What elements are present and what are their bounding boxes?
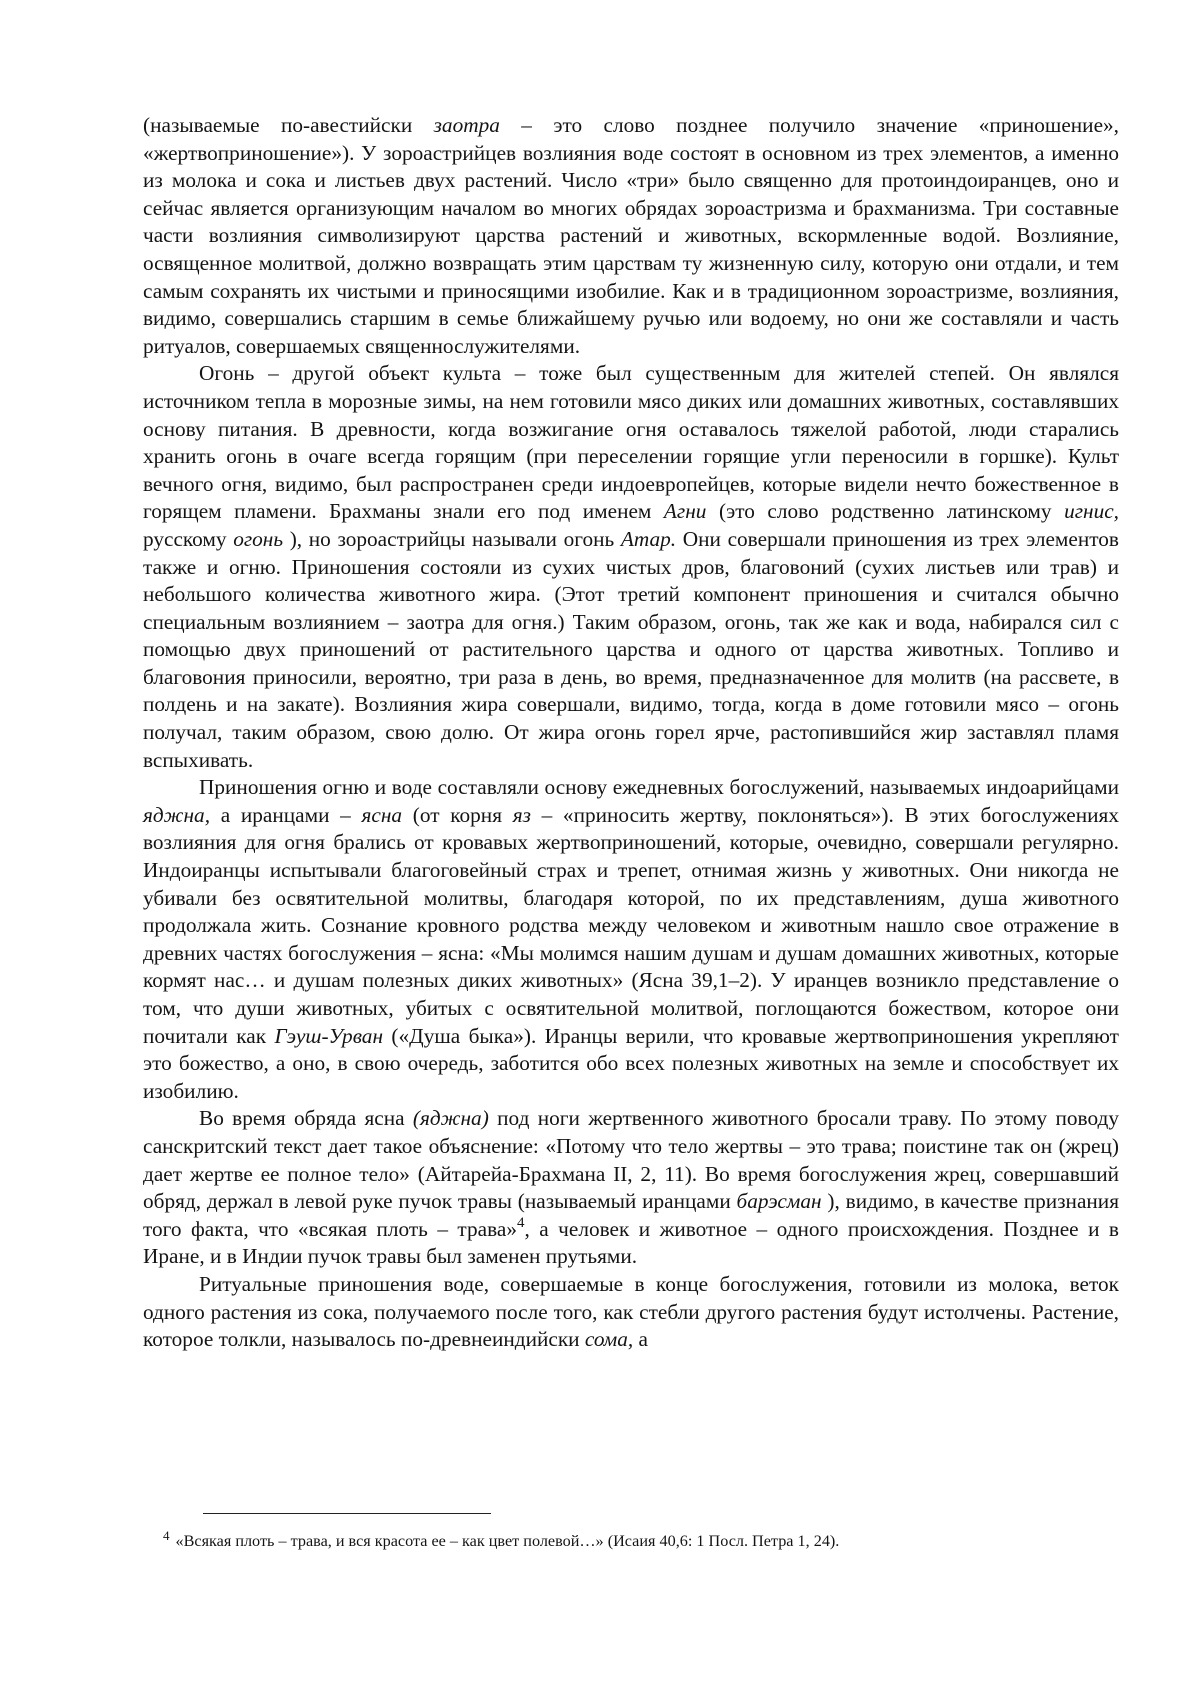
paragraph-water-offerings [143,1271,1119,1354]
italic-term: Агни [664,499,707,523]
italic-term: заотра [434,113,500,137]
text-run: (называемые по-авестийски [143,113,434,137]
italic-term: Атар. [621,527,676,551]
text-run: (от корня [402,803,513,827]
paragraph-fire-cult [143,360,1119,774]
text-run: – это слово позднее получило значение «приношение», «жертвоприношение»). У зороастрийцев возлияния воде состоят в основном из трех элементов, а именно из молока и сока и листьев двух растений. Число «три» было священно для протоиндоиранцев, оно и сейчас является организующим началом во многих обрядах зороастризма и брахманизма. Три составные части возлияния символизируют царства растений и животных, вскормленные водой. Возлияние, освященное молитвой, должно возвращать этим царствам ту жизненную силу, которую они отдали, и тем самым сохранять их чистыми и приносящими изобилие. Как и в традиционном зороастризме, возлияния, видимо, совершались старшим в семье ближайшему ручью или водоему, но они же составляли и часть ритуалов, совершаемых священнослужителями. [143,113,1119,358]
text-run: Они совершали приношения из трех элементов также и огню. Приношения состояли из сухих чистых дров, благовоний (сухих листьев или трав) и небольшого количества животного жира. (Этот третий компонент приношения и считался обычно специальным возлиянием – заотра для огня.) Таким образом, огонь, так же как и вода, набирался сил с помощью двух приношений от растительного царства и одного от царства животных. Топливо и благовония приносили, вероятно, три раза в день, во время, предназначенное для молитв (на рассвете, в полдень и на закате). Возлияния жира совершали, видимо, тогда, когда в доме готовили мясо – огонь получал, таким образом, свою долю. От жира огонь горел ярче, растопившийся жир заставлял пламя вспыхивать. [143,527,1119,772]
italic-term: яджна, [143,803,210,827]
italic-term: Гэуш-Урван [274,1024,383,1048]
text-run: а [633,1327,648,1351]
text-run: – «приносить жертву, поклоняться»). В этих богослужениях возлияния для огня брались от кровавых жертвоприношений, которые, очевидно, совершали регулярно. Индоиранцы испытывали благоговейный страх и трепет, отнимая жизнь у животных. Они никогда не убивали без освятительной молитвы, благодаря которой, по их представлениям, душа животного продолжала жить. Сознание кровного родства между человеком и животным нашло свое отражение в древних частях богослужения – ясна: «Мы молимся нашим душам и душам домашних животных, которые кормят нас… и душам полезных диких животных» (Ясна 39,1–2). У иранцев возникло представление о том, что души животных, убитых с освятительной молитвой, поглощаются божеством, которое они почитали как [143,803,1119,1048]
document-page [143,112,1119,1354]
text-run: (это слово родственно латинскому [706,499,1064,523]
footnote-reference[interactable]: 4 [517,1215,525,1231]
text-run: ), видимо, в качестве признания того факта, что «всякая плоть – трава» [143,1189,1119,1241]
text-run: Ритуальные приношения воде, совершаемые в конце богослужения, готовили из молока, веток одного растения из сока, получаемого после того, как стебли другого растения будут истолчены. Растение, которое толкли, называлось по-древнеиндийски [143,1272,1119,1351]
paragraph-grass-ritual [143,1105,1119,1271]
italic-term: огонь [233,527,283,551]
italic-term: (яджна) [413,1106,489,1130]
text-run: Огонь – другой объект культа – тоже был существенным для жителей степей. Он являлся источником тепла в морозные зимы, на нем готовили мясо диких или домашних животных, составлявших основу питания. В древности, когда возжигание огня оставалось тяжелой работой, люди старались хранить огонь в очаге всегда горящим (при переселении горящие угли переносили в горшке). Культ вечного огня, видимо, был распространен среди индоевропейцев, которые видели нечто божественное в горящем пламени. Брахманы знали его под именем [143,361,1119,523]
italic-term: сома, [585,1327,633,1351]
text-run: а иранцами – [210,803,361,827]
text-run: («Душа быка»). Иранцы верили, что кровавые жертвоприношения укрепляют это божество, а оно, в свою очередь, заботится обо всех полезных животных на земле и способствует их изобилию. [143,1024,1119,1103]
footnote-divider [203,1513,491,1514]
text-run: , а человек и животное – одного происхождения. Позднее и в Иране, и в Индии пучок травы был заменен прутьями. [143,1217,1119,1269]
footnote-text: «Всякая плоть – трава, и вся красота ее – как цвет полевой…» (Исаия 40,6: 1 Посл. Петра 1, 24). [176,1532,840,1550]
footnote-number: 4 [163,1528,170,1543]
paragraph-libations [143,112,1119,360]
footnote [163,1530,1103,1552]
italic-term: барэсман [737,1189,822,1213]
text-run: Во время обряда ясна [199,1106,413,1130]
text-run: ), но зороастрийцы называли огонь [283,527,621,551]
text-run: Приношения огню и воде составляли основу ежедневных богослужений, называемых индоарийцами [199,775,1119,799]
italic-term: ясна [362,803,403,827]
italic-term: игнис, [1064,499,1119,523]
italic-term: яз [513,803,531,827]
paragraph-yasna-offerings [143,774,1119,1105]
text-run: под ноги жертвенного животного бросали траву. По этому поводу санскритский текст дает такое объяснение: «Потому что тело жертвы – это трава; поистине так он (жрец) дает жертве ее полное тело» (Айтарейа-Брахмана II, 2, 11). Во время богослужения жрец, совершавший обряд, держал в левой руке пучок травы (называемый иранцами [143,1106,1119,1213]
text-run: русскому [143,527,233,551]
